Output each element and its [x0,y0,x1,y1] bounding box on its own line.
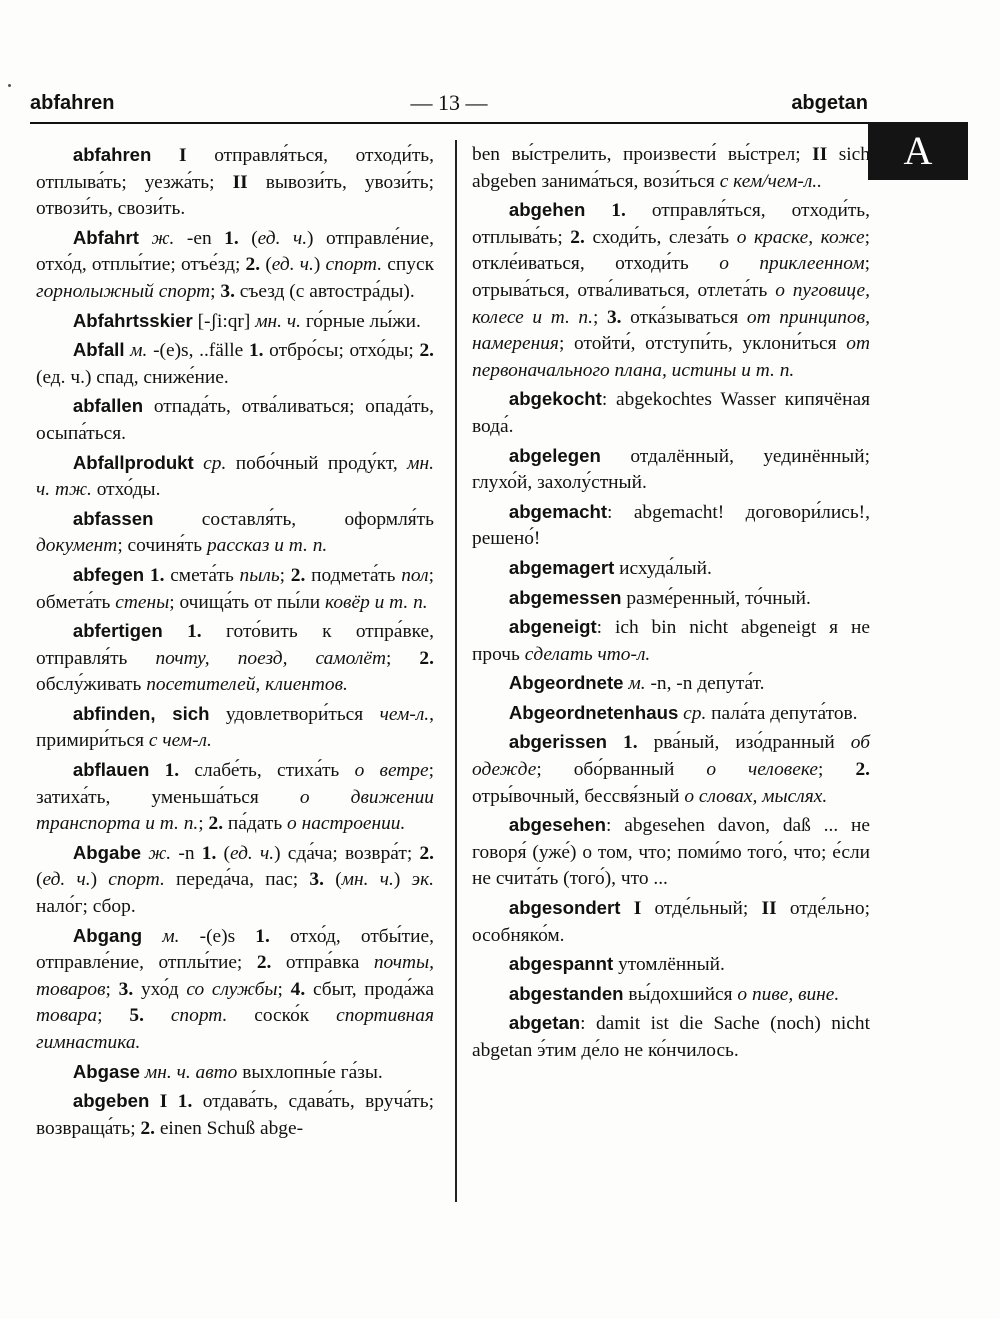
usage-label: о пуговице, колесе и т. п. [472,279,870,328]
usage-label: почту, поезд, самолёт [155,647,386,669]
headword: Abfall [72,339,125,361]
definition-text: ; затиха́ть, уменьша́ться [36,760,434,808]
definition-text: переда́ча, пас; [176,869,310,891]
definition-text: разме́ренный, то́чный. [621,587,811,609]
definition-text: ; откле́иваться, отходи́ть [472,226,870,275]
dictionary-entry [36,701,434,755]
sense-marker: 3. [606,306,631,328]
usage-label: ед. ч. [257,227,308,249]
definition-text: ухо́д [140,978,187,1000]
definition-text: ; обо́рванный [536,759,707,781]
headword: Abfahrtsskier [72,309,193,331]
dictionary-entry [472,499,870,553]
usage-label: мн. ч. [255,310,306,332]
usage-label: ед. ч. [229,842,275,864]
sense-marker: 5. [129,1005,171,1027]
usage-label: с чем-л. [148,730,212,752]
definition-text: sich abgeben занима́ться, вози́ться [472,144,870,192]
guide-word-left: abfahren [30,92,115,114]
definition-text: ( [251,227,258,249]
definition-text: отпада́ть, отва́ливаться; опада́ть, осыпа́ться. [36,396,434,444]
definition-text: отдава́ть, сдава́ть, вруча́ть; возвраща́ть; [36,1091,435,1139]
definition-text: исхуда́лый. [614,557,712,579]
sense-marker: 2. [419,842,434,864]
headword: Abgase [72,1060,141,1082]
sense-marker: 2. [140,1117,160,1139]
sense-marker: I [620,898,655,920]
definition-text: : damit ist die Sache (noch) nicht abgetan э́тим де́ло не ко́нчилось. [472,1013,870,1061]
scan-speck [8,84,11,87]
headword: abgeben [72,1090,150,1112]
sense-marker: 1. [162,621,227,643]
sense-marker: 2. [419,340,434,362]
dictionary-entry [36,506,434,560]
usage-label: о приклеенном [719,253,865,275]
headword: Abgeordnetenhaus [508,701,679,723]
definition-text: отправля́ться, отходи́ть, отплыва́ть; уезжа́ть; [36,145,434,193]
headword: abfahren [72,144,152,165]
headword: abgemagert [508,556,615,578]
usage-label: об одежде [472,732,870,781]
definition-text: -n, -n депута́т. [650,673,765,695]
definition-text: отде́льный; [654,898,762,920]
usage-label: эк. [411,869,435,891]
sense-marker: 1. [201,842,224,864]
definition-text: спуск [387,254,435,276]
dictionary-entry [36,393,434,447]
usage-label: ср. [678,702,712,724]
definition-text: съезд (с автостра́ды). [239,280,415,302]
definition-text: отхо́д, отбы́тие, отправле́ние, отплы́тие; [36,925,434,974]
sense-marker: 3. [118,978,141,1000]
guide-word-right: abgetan [791,92,868,114]
page-number: — 13 — [410,90,488,115]
dictionary-entry [472,614,870,668]
usage-label: ж. [141,842,179,864]
headword: abfassen [72,507,154,529]
headword: abfertigen [72,620,163,642]
usage-label: спорт. [325,254,388,276]
definition-text: ; [279,564,291,586]
usage-label: рассказ и т. п. [206,535,328,557]
usage-label: ед. ч. [42,869,91,891]
left-column [36,142,434,1144]
definition-text: отпра́вка [285,952,374,974]
dictionary-entry [472,555,870,583]
definition-text: ; [97,1005,130,1027]
definition-text: рва́ный, изо́дранный [653,732,851,754]
usage-label: мн. ч. [341,869,394,891]
usage-label: посетителей, клиентов. [146,674,348,696]
dictionary-entry [36,450,434,504]
usage-label: почты, товаров [36,952,434,1000]
usage-label: ср. [193,452,236,474]
sense-marker: I [151,145,215,166]
definition-text: смета́ть [170,564,240,586]
dictionary-entry [472,197,870,384]
definition-text: отка́зываться [630,306,747,328]
headword: abgesehen [508,814,606,836]
usage-label: пол [401,564,429,586]
definition-text: : abgesehen davon, daß ... не говоря́ (уже́) о том, что; поми́мо того́, что; е́сли не счита́ть (того́), что ... [472,815,870,890]
dictionary-entry [36,923,434,1057]
definition-text: ; очища́ть от пы́ли [169,591,326,613]
definition-text: отде́льно; особняко́м. [472,898,870,946]
headword: Abgang [72,924,143,946]
headword: abgespannt [508,953,614,975]
definition-text: па́дать [227,813,288,835]
usage-label: м. [623,673,651,695]
sense-marker: 4. [290,978,313,1000]
dictionary-entry [36,308,434,336]
sense-marker: 1. [149,760,195,782]
definition-text: утомлённый. [613,954,725,976]
headword: abgesondert [508,897,621,919]
definition-text: отправля́ться, отходи́ть, отплыва́ть; [472,200,870,248]
usage-label: с кем/чем-л.. [719,170,822,192]
definition-text: подмета́ть [311,564,402,586]
headword: abgetan [508,1012,581,1034]
definition-text: обслу́живать [36,674,147,696]
definition-text: ) [90,869,109,891]
definition-text: пала́та депута́тов. [711,702,858,724]
headword: Abfallprodukt [72,451,194,473]
column-divider [455,140,457,1202]
usage-label: стены [115,591,170,613]
headword: abgestanden [508,982,624,1004]
definition-text: го́рные лы́жи. [305,310,421,332]
headword: abgerissen [508,731,608,753]
definition-text: ( [265,254,272,276]
headword: abgemacht [508,500,608,522]
usage-label: товара [36,1005,98,1027]
definition-text: гото́вить к отпра́вке, отправля́ть [36,621,434,669]
running-head [30,92,868,124]
headword: Abgeordnete [508,672,624,694]
sense-marker: 1. [607,732,654,754]
sense-marker: II [812,144,839,165]
sense-marker: 2. [855,759,870,781]
definition-text: ( [335,869,342,891]
dictionary-entry [472,729,870,810]
sense-marker: 1. [585,200,652,222]
definition-text: ben вы́стрелить, произвести́ вы́стрел; [472,144,813,165]
usage-label: ед. ч. [271,254,314,276]
dictionary-entry [36,337,434,391]
definition-text: ; [210,280,221,302]
usage-label: мн. ч. авто [140,1061,243,1083]
sense-marker: 2. [570,226,593,248]
sense-marker: 3. [220,280,240,302]
definition-text: -(e)s [199,925,256,947]
right-column [472,142,870,1067]
definition-text: einen Schuß abge- [159,1117,304,1139]
headword: abfallen [72,395,144,417]
sense-marker: 1. [144,564,171,586]
sense-marker: II [232,171,266,193]
dictionary-entry [36,225,434,306]
definition-text: ; [105,978,119,1000]
sense-marker: 2. [290,564,312,586]
dictionary-entry [472,700,870,728]
dictionary-entry [36,840,434,921]
definition-text: сходи́ть, слеза́ть [592,226,737,248]
usage-label: о словах, мыслях. [684,785,828,807]
headword: abgekocht [508,388,602,410]
sense-marker: 2. [208,813,228,835]
definition-text: ; сочиня́ть [117,535,207,557]
sense-marker: 3. [309,869,336,891]
usage-label: спорт. [170,1005,255,1027]
dictionary-entry [472,386,870,440]
definition-text: побо́чный проду́кт, [235,452,408,474]
usage-label: от принципов, намерения [472,306,870,355]
usage-label: мн. ч. тж. [36,452,434,501]
sense-marker: 1. [248,340,270,362]
dictionary-entry [36,618,434,699]
usage-label: пыль [239,564,280,586]
usage-label: ж. [138,227,187,249]
definition-text: ; обмета́ть [36,564,434,613]
dictionary-entry [472,812,870,893]
headword: abgeneigt [508,616,597,638]
definition-text: составля́ть, оформля́ть [153,508,434,530]
dictionary-entry [472,142,870,195]
definition-text: сбыт, прода́жа [312,978,434,1000]
definition-text: : ich bin nicht abgeneigt я не прочь [472,617,870,665]
usage-label: м. [142,925,200,947]
usage-label: о краске, коже [736,226,865,248]
dictionary-entry [472,895,870,949]
headword: abgemessen [508,586,622,608]
sense-marker: 2. [256,952,286,974]
definition-text: : abgemacht! договори́лись!, решено́! [472,501,870,550]
usage-label: спорт. [108,869,177,891]
headword: Abgabe [72,841,142,863]
definition-text: -en [186,227,225,249]
usage-label: о настроении. [287,813,406,835]
dictionary-entry [472,670,870,698]
usage-label: горнолыжный спорт [36,280,211,302]
definition-text: ; [277,978,291,1000]
sense-marker: 1. [224,227,252,249]
definition-text: ; отойти́, отступи́ть, уклони́ться [558,333,847,355]
definition-text: вывози́ть, увози́ть; отвози́ть, свози́ть. [36,171,434,220]
sense-marker: 2. [245,254,266,276]
sense-marker: II [761,898,790,920]
dictionary-entry [36,562,434,616]
headword: abgehen [508,199,586,221]
headword: abflauen [72,759,150,781]
usage-label: чем-л. [379,703,430,725]
dictionary-entry [36,1059,434,1087]
headword: Abfahrt [72,226,139,248]
definition-text: -n [178,842,202,864]
definition-text: ; [818,759,856,781]
definition-text: отхо́ды. [96,479,161,501]
sense-marker: 2. [419,647,434,669]
definition-text: ) сда́ча; возвра́т; [274,842,420,864]
definition-text: слабе́ть, стиха́ть [194,760,355,782]
dictionary-entry [472,1010,870,1064]
definition-text: ( [223,842,230,864]
sense-marker: 1. [255,925,290,947]
usage-label: о ветре [354,760,429,782]
usage-label: о пиве, вине. [737,983,840,1005]
dictionary-entry [472,951,870,979]
definition-text: ; отрыва́ться, отва́ливаться, отлета́ть [472,253,871,301]
definition-text: нало́г; сбор. [36,896,136,918]
definition-text: (ед. ч.) спад, сниже́ние. [36,366,229,388]
headword: abfinden, sich [72,702,210,724]
definition-text: выхлопны́е га́зы. [242,1061,383,1083]
definition-text: отдалённый, уединённый; глухо́й, захолу́стный. [472,445,870,494]
definition-text: ) отправле́ние, отхо́д, отплы́тие; отъе́зд; [36,227,434,276]
definition-text: отбро́сы; отхо́ды; [269,340,420,362]
definition-text: вы́дохшийся [623,983,738,1005]
dictionary-entry [472,585,870,613]
usage-label: сделать что-л. [524,643,651,665]
dictionary-entry [36,757,434,838]
definition-text: ) [393,869,412,891]
usage-label: документ [36,535,118,557]
definition-text: отры́вочный, бессвя́зный [472,785,685,807]
usage-label: от первоначального плана, истины и т. п. [472,333,870,381]
usage-label: ковёр и т. п. [325,591,428,613]
dictionary-entry [472,981,870,1009]
letter-thumb-tab: A [868,122,968,180]
headword: abgelegen [508,444,601,466]
usage-label: м. [124,340,154,362]
definition-text: , примири́ться [36,703,434,752]
definition-text: ; [592,306,607,328]
definition-text: удовлетвори́ться [209,703,380,725]
definition-text: ) [313,254,326,276]
definition-text: : abgekochtes Wasser кипячёная вода́. [472,389,870,437]
dictionary-entry [36,1088,434,1142]
usage-label: о движении транспорта и т. п. [36,786,434,835]
usage-label: спортивная гимнастика. [36,1005,435,1053]
usage-label: со службы [186,978,278,1000]
usage-label: о человеке [706,759,819,781]
headword: abfegen [72,563,145,585]
dictionary-entry [472,443,870,497]
dictionary-entry [36,142,434,223]
sense-marker: I 1. [149,1091,203,1113]
definition-text: [-ʃi:qr] [192,310,256,332]
definition-text: ; [198,813,209,835]
definition-text: -(e)s, ..fälle [153,340,249,362]
definition-text: соско́к [254,1005,337,1027]
definition-text: ; [385,647,420,669]
definition-text: ( [36,869,43,891]
